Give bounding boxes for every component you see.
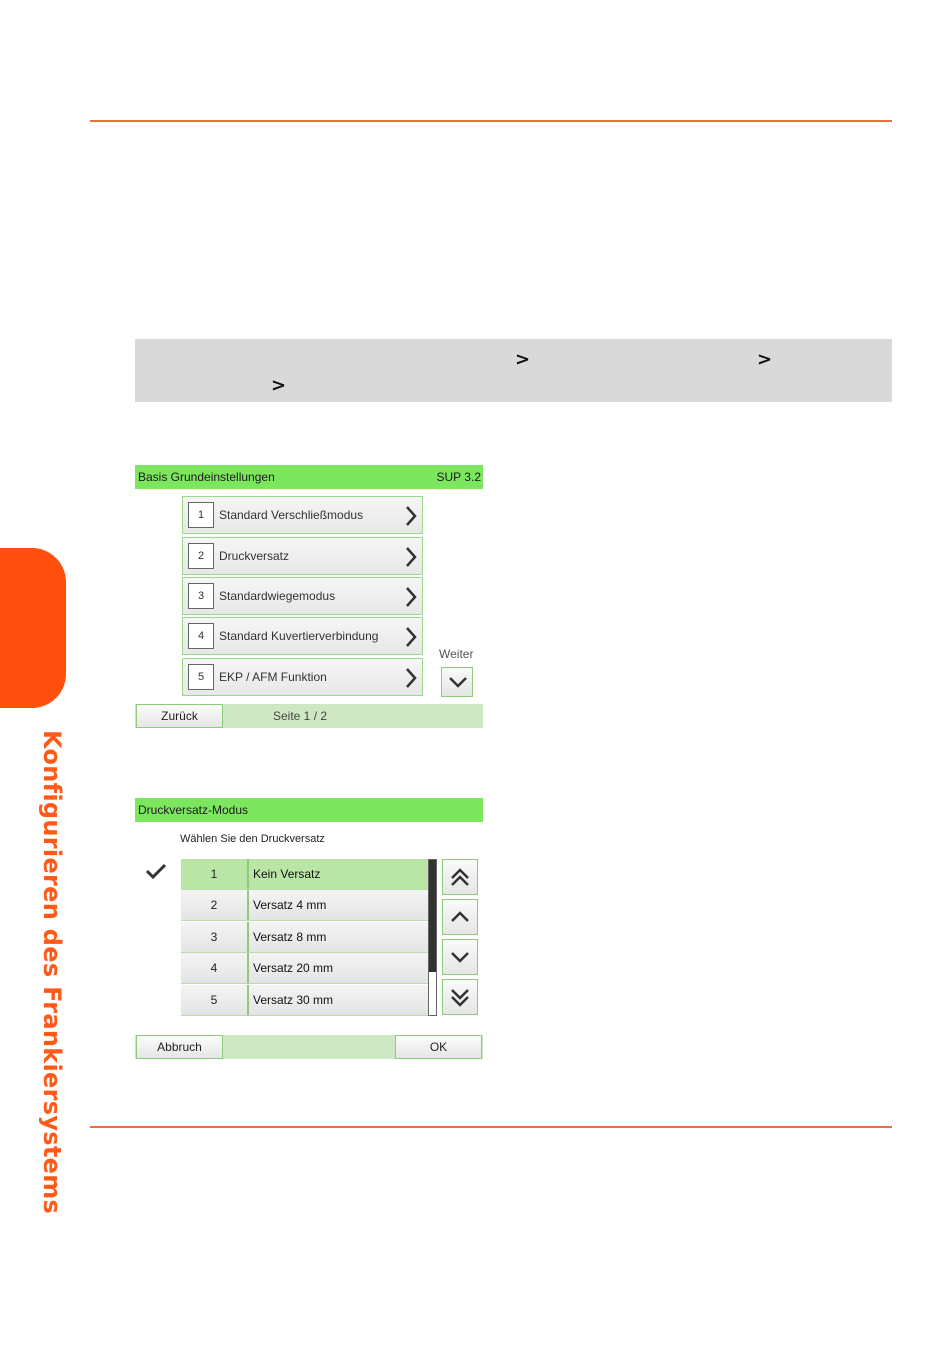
chevron-right-icon bbox=[404, 504, 418, 528]
scrollbar-thumb[interactable] bbox=[429, 860, 436, 972]
option-row-4[interactable] bbox=[181, 953, 429, 984]
cancel-button[interactable]: Abbruch bbox=[136, 1035, 223, 1059]
menu-item-2[interactable] bbox=[182, 537, 423, 575]
chevron-right-icon bbox=[404, 625, 418, 649]
screen-header bbox=[135, 798, 483, 822]
menu-item-label: Standard Kuvertierverbindung bbox=[219, 629, 379, 643]
menu-item-number: 5 bbox=[188, 664, 214, 690]
list-scrollbar[interactable] bbox=[428, 859, 437, 1016]
chevron-right-icon bbox=[404, 666, 418, 690]
column-divider bbox=[247, 985, 249, 1015]
option-label: Versatz 20 mm bbox=[253, 961, 334, 975]
double-chevron-up-icon bbox=[449, 866, 471, 888]
chapter-tab bbox=[0, 548, 66, 708]
bottom-divider bbox=[90, 1126, 892, 1128]
scroll-top-button[interactable] bbox=[442, 859, 478, 895]
option-label: Kein Versatz bbox=[253, 867, 321, 881]
checkmark-icon bbox=[145, 862, 167, 880]
menu-item-number: 3 bbox=[188, 583, 214, 609]
column-divider bbox=[247, 890, 249, 920]
screen-header bbox=[135, 465, 483, 489]
menu-item-number: 4 bbox=[188, 623, 214, 649]
menu-item-number: 2 bbox=[188, 543, 214, 569]
menu-item-3[interactable] bbox=[182, 577, 423, 615]
option-label: Versatz 4 mm bbox=[253, 898, 327, 912]
option-row-3[interactable] bbox=[181, 922, 429, 953]
option-row-1[interactable] bbox=[181, 859, 429, 890]
option-number: 4 bbox=[210, 961, 218, 975]
screen-bottom-bar bbox=[135, 1035, 483, 1059]
menu-item-number: 1 bbox=[188, 502, 214, 528]
chevron-down-icon bbox=[449, 946, 471, 968]
option-label: Versatz 8 mm bbox=[253, 930, 327, 944]
selection-prompt: Wählen Sie den Druckversatz bbox=[180, 833, 325, 845]
page-down-button[interactable] bbox=[441, 667, 473, 697]
screen-title: Basis Grundeinstellungen bbox=[138, 470, 275, 484]
screen-basic-settings bbox=[135, 465, 483, 729]
menu-item-1[interactable] bbox=[182, 496, 423, 534]
option-number: 2 bbox=[210, 898, 218, 912]
column-divider bbox=[247, 922, 249, 952]
chapter-title: Konfigurieren des Frankiersystems bbox=[38, 730, 66, 1215]
path-separator-1: > bbox=[515, 349, 531, 370]
option-label: Versatz 30 mm bbox=[253, 993, 334, 1007]
scroll-bottom-button[interactable] bbox=[442, 979, 478, 1015]
screen-code: SUP 3.2 bbox=[436, 470, 481, 484]
menu-item-label: Standardwiegemodus bbox=[219, 589, 336, 603]
path-separator-2: > bbox=[757, 349, 773, 370]
top-divider bbox=[90, 120, 892, 122]
column-divider bbox=[247, 953, 249, 983]
path-separator-3: > bbox=[271, 375, 287, 396]
scroll-up-button[interactable] bbox=[442, 899, 478, 935]
chevron-right-icon bbox=[404, 585, 418, 609]
column-divider bbox=[247, 859, 249, 889]
menu-item-label: EKP / AFM Funktion bbox=[219, 670, 327, 684]
screen-bottom-bar bbox=[135, 704, 483, 728]
menu-item-5[interactable] bbox=[182, 658, 423, 696]
chevron-down-icon bbox=[448, 674, 468, 690]
chevron-up-icon bbox=[449, 906, 471, 928]
menu-path-bar bbox=[135, 339, 892, 402]
ok-button[interactable]: OK bbox=[395, 1035, 482, 1059]
menu-item-label: Standard Verschließmodus bbox=[219, 508, 364, 522]
page-indicator: Seite 1 / 2 bbox=[273, 709, 328, 723]
option-number: 5 bbox=[210, 993, 218, 1007]
screen-print-offset bbox=[135, 798, 483, 1060]
next-label: Weiter bbox=[439, 647, 474, 661]
double-chevron-down-icon bbox=[449, 986, 471, 1008]
menu-item-4[interactable] bbox=[182, 617, 423, 655]
chevron-right-icon bbox=[404, 545, 418, 569]
option-row-5[interactable] bbox=[181, 985, 429, 1016]
back-button[interactable]: Zurück bbox=[136, 704, 223, 728]
menu-item-label: Druckversatz bbox=[219, 549, 290, 563]
option-row-2[interactable] bbox=[181, 890, 429, 921]
scroll-down-button[interactable] bbox=[442, 939, 478, 975]
option-number: 1 bbox=[210, 867, 218, 881]
option-number: 3 bbox=[210, 930, 218, 944]
screen-title: Druckversatz-Modus bbox=[138, 803, 249, 817]
